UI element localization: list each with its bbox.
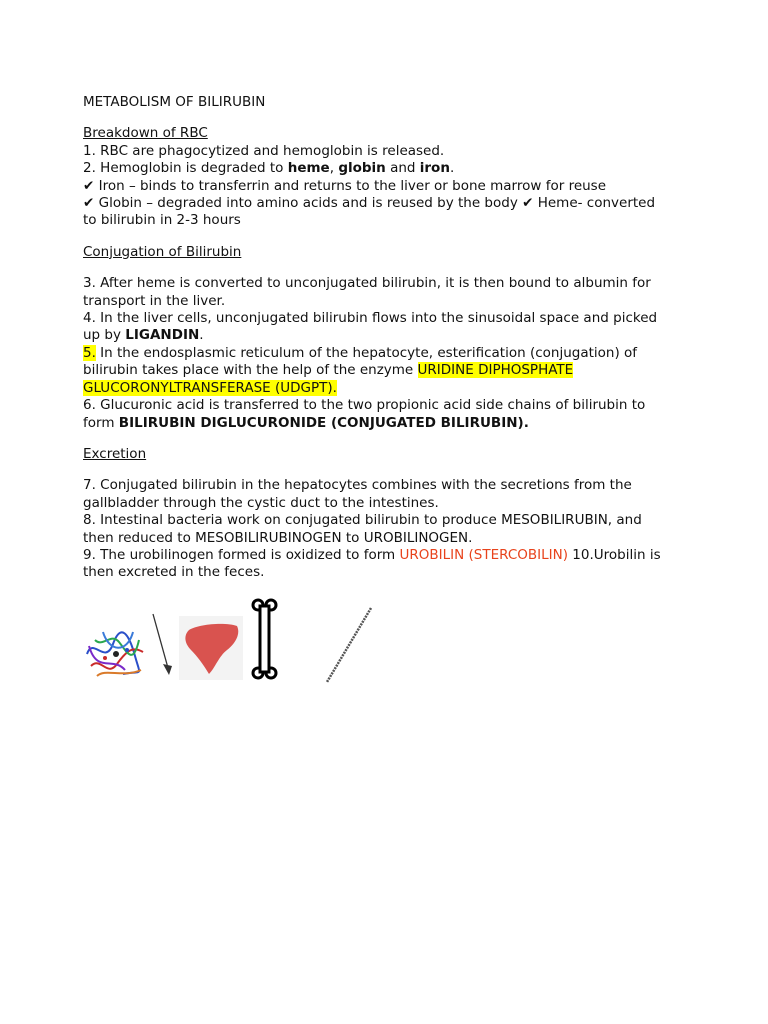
red-text: UROBILIN (STERCOBILIN)	[399, 546, 569, 563]
text-line: 6. Glucuronic acid is transferred to the two propionic acid side chains of bilirubin to	[83, 397, 646, 414]
text-line: ✔ Globin – degraded into amino acids and is reused by the body ✔ Heme- converted	[83, 195, 656, 212]
check-icon: ✔	[83, 195, 95, 212]
text-line: then excreted in the feces.	[83, 564, 265, 581]
heading-excretion: Excretion	[83, 445, 147, 462]
text-line: 7. Conjugated bilirubin in the hepatocytes combines with the secretions from the	[83, 477, 632, 494]
text-line: to bilirubin in 2-3 hours	[83, 212, 241, 229]
check-icon: ✔	[522, 195, 534, 212]
arrow-icon	[149, 612, 175, 678]
text-line: 8. Intestinal bacteria work on conjugated bilirubin to produce MESOBILIRUBIN, and	[83, 512, 642, 529]
hemoglobin-molecule-icon	[83, 626, 149, 682]
text-line: then reduced to MESOBILIRUBINOGEN to UROBILINOGEN.	[83, 529, 473, 546]
bone-icon	[251, 598, 279, 680]
highlight: 5.	[83, 344, 96, 361]
heading-breakdown: Breakdown of RBC	[83, 125, 208, 142]
text-line: 9. The urobilinogen formed is oxidized to form UROBILIN (STERCOBILIN) 10.Urobilin is	[83, 546, 661, 563]
diagonal-line-icon	[321, 606, 375, 684]
text-line: form BILIRUBIN DIGLUCURONIDE (CONJUGATED BILIRUBIN).	[83, 414, 529, 431]
text-line: 3. After heme is converted to unconjugated bilirubin, it is then bound to albumin for	[83, 275, 651, 292]
document-body	[83, 94, 703, 582]
heading-conjugation: Conjugation of Bilirubin	[83, 243, 242, 260]
text-line: up by LIGANDIN.	[83, 327, 204, 344]
text-line: bilirubin takes place with the help of the enzyme URIDINE DIPHOSPHATE	[83, 362, 574, 379]
check-icon: ✔	[83, 177, 95, 194]
text-line: 2. Hemoglobin is degraded to heme, globin and iron.	[83, 160, 455, 177]
text-line: ✔ Iron – binds to transferrin and returns to the liver or bone marrow for reuse	[83, 177, 607, 194]
highlight: GLUCORONYLTRANSFERASE (UDGPT).	[83, 379, 337, 396]
text-line	[83, 380, 703, 397]
document-title: METABOLISM OF BILIRUBIN	[83, 94, 266, 110]
text-line: gallbladder through the cystic duct to the intestines.	[83, 494, 439, 511]
highlight: URIDINE DIPHOSPHATE	[417, 362, 574, 379]
text-line: 4. In the liver cells, unconjugated bilirubin flows into the sinusoidal space and picked	[83, 310, 658, 327]
text-line: transport in the liver.	[83, 292, 226, 309]
text-line: 1. RBC are phagocytized and hemoglobin is released.	[83, 142, 445, 159]
figures-row	[83, 598, 383, 684]
text-line: 5. In the endosplasmic reticulum of the hepatocyte, esterification (conjugation) of	[83, 344, 638, 361]
liver-icon	[179, 616, 243, 680]
